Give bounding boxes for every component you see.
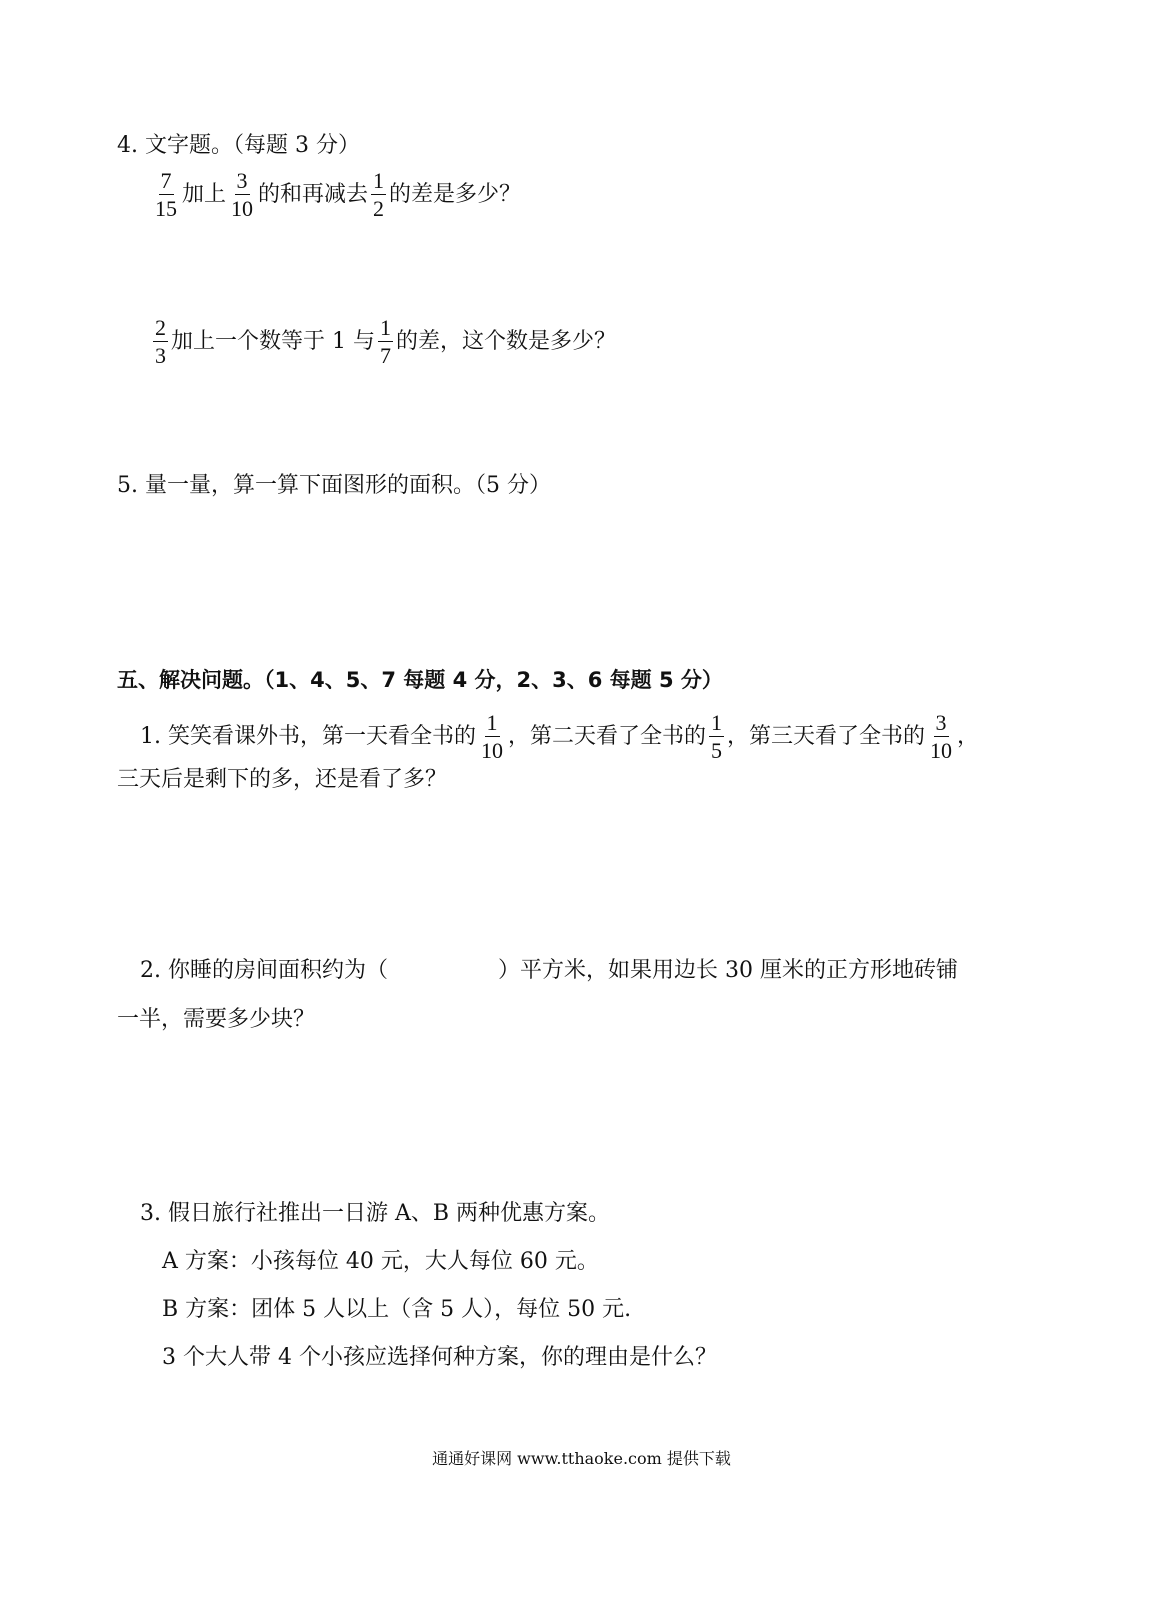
q4-title-text: 4. 文字题。（每题 3 分）	[117, 133, 360, 158]
fraction-1-10: $\frac{1}{10}$	[481, 710, 503, 763]
s5-plan-b: B 方案：团体 5 人以上（含 5 人），每位 50 元.	[162, 1297, 632, 1322]
q4-problem-2: $\frac{2}{3}$ 加上一个数等于 1 与 $\frac{1}{7}$ 的差，这个数是多少？	[155, 315, 616, 368]
fraction-7-15: $\frac{7}{15}$	[155, 168, 177, 221]
s5-problem-3-question: 3 个大人带 4 个小孩应选择何种方案，你的理由是什么？	[162, 1345, 717, 1370]
footer: 通通好课网 www.tthaoke.com 提供下载	[432, 1449, 731, 1468]
s5-problem-1-line2: 三天后是剩下的多，还是看了多？	[117, 767, 448, 792]
s5-problem-2-line2: 一半，需要多少块？	[117, 1007, 316, 1032]
s5-plan-a: A 方案：小孩每位 40 元，大人每位 60 元。	[162, 1249, 599, 1274]
fraction-1-5: $\frac{1}{5}$	[711, 710, 723, 763]
fraction-1-2: $\frac{1}{2}$	[373, 168, 385, 221]
s5-problem-3-title: 3. 假日旅行社推出一日游 A、B 两种优惠方案。	[140, 1201, 611, 1226]
fraction-2-3: $\frac{2}{3}$	[155, 315, 166, 368]
s5-problem-1: 1. 笑笑看课外书，第一天看全书的 $\frac{1}{10}$ ，第二天看了全书的 $\frac{1}{5}$ ，第三天看了全书的 $\frac{3}{10}$ ，	[140, 710, 980, 763]
fraction-3-10-b: $\frac{3}{10}$	[930, 710, 953, 763]
section-heading: 五、解决问题。（1、4、5、7 每题 4 分，2、3、6 每题 5 分）	[117, 668, 723, 692]
fraction-1-7: $\frac{1}{7}$	[379, 315, 391, 368]
q4-title	[117, 131, 360, 161]
q5-title: 5. 量一量，算一算下面图形的面积。（5 分）	[117, 473, 551, 498]
fraction-3-10: $\frac{3}{10}$	[231, 168, 254, 221]
s5-problem-2: 2. 你睡的房间面积约为（ ）平方米，如果用边长 30 厘米的正方形地砖铺	[140, 958, 958, 983]
q4-problem-1: $\frac{7}{15}$ 加上 $\frac{3}{10}$ 的和再减去 $\frac{1}{2}$ 的差是多少？	[155, 168, 522, 221]
